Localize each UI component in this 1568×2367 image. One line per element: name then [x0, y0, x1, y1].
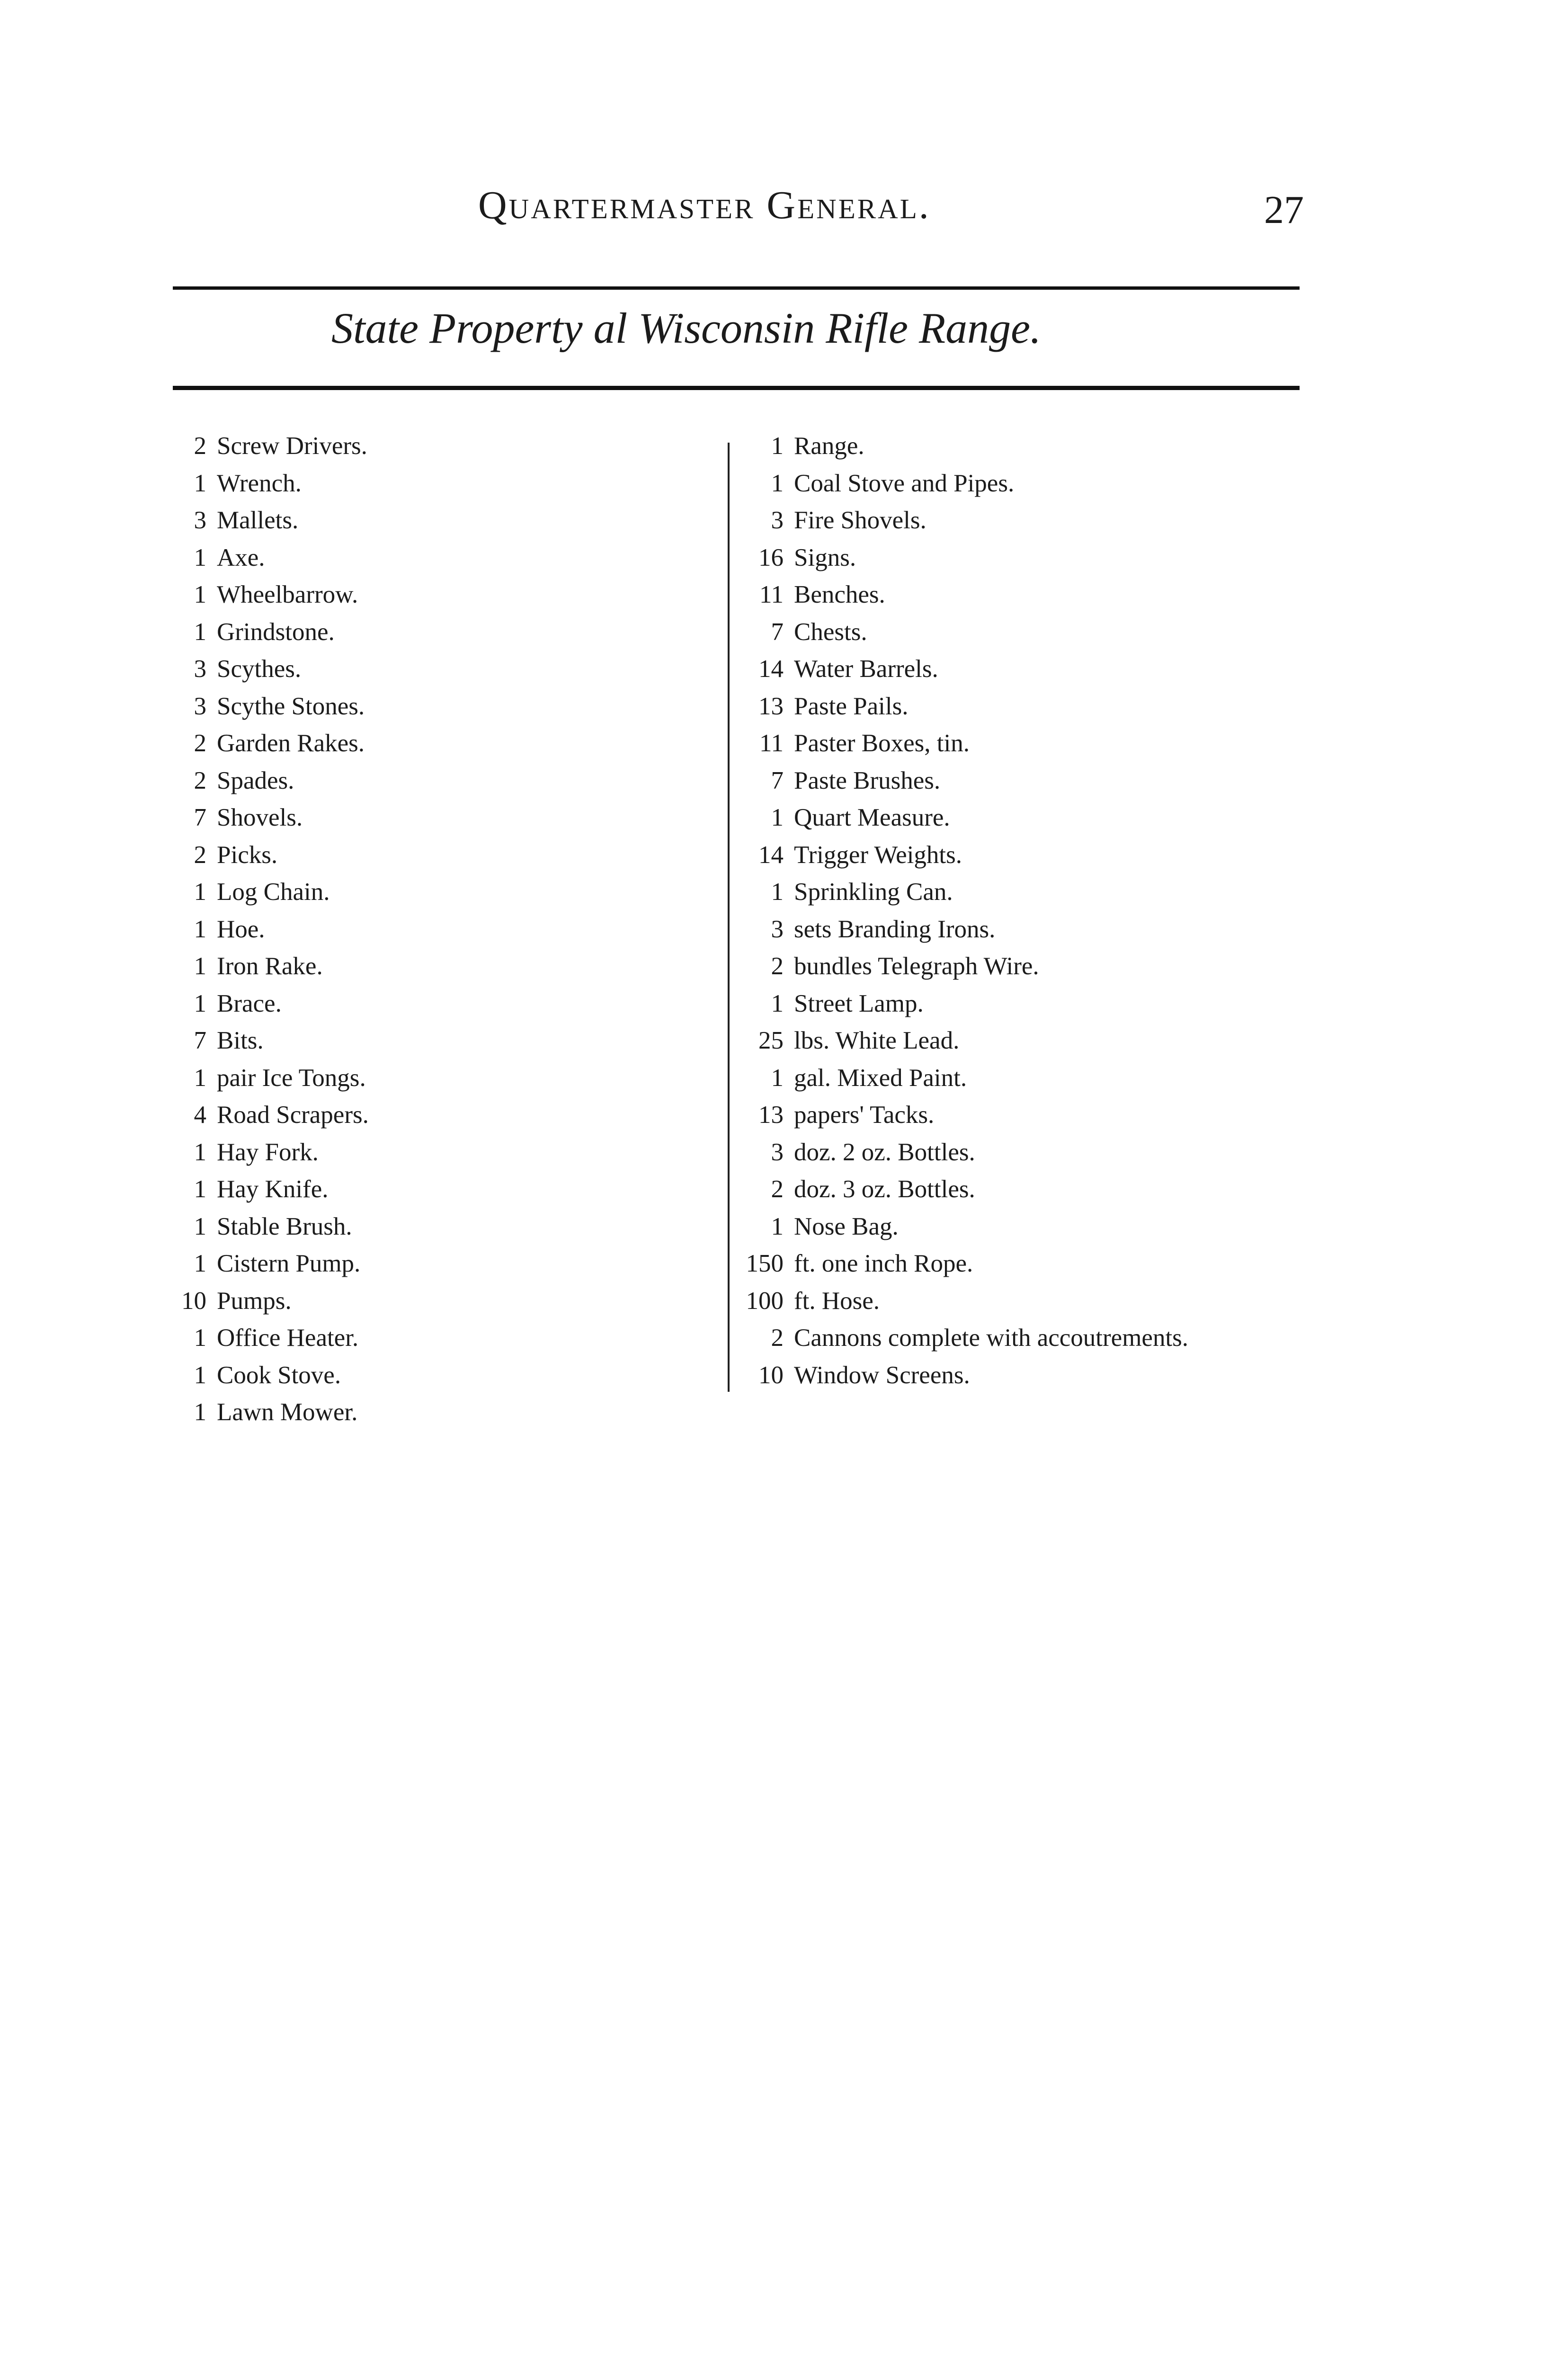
item-quantity: 1 — [194, 915, 206, 943]
item-quantity: 14 — [758, 655, 784, 683]
item-description: Wrench. — [217, 469, 302, 497]
item-description: bundles Telegraph Wire. — [794, 952, 1039, 980]
item-description: Pumps. — [217, 1287, 292, 1315]
item-description: Scythes. — [217, 655, 302, 683]
inventory-item — [746, 580, 1188, 618]
inventory-item — [175, 618, 369, 655]
inventory-item — [746, 655, 1188, 692]
item-quantity: 1 — [194, 1212, 206, 1240]
item-quantity: 4 — [194, 1101, 206, 1129]
item-description: Shovels. — [217, 804, 303, 831]
inventory-item — [175, 1138, 369, 1175]
section-title: State Property al Wisconsin Rifle Range. — [331, 304, 1041, 352]
item-description: Picks. — [217, 841, 278, 869]
item-description: Brace. — [217, 989, 282, 1017]
item-description: Iron Rake. — [217, 952, 323, 980]
page-number: 27 — [1264, 188, 1304, 232]
inventory-item — [746, 692, 1188, 730]
item-description: Garden Rakes. — [217, 730, 365, 757]
inventory-item — [175, 469, 369, 507]
inventory-item — [746, 1287, 1188, 1324]
column-divider — [728, 443, 730, 1392]
inventory-item — [746, 1064, 1188, 1101]
bottom-rule — [173, 386, 1300, 390]
item-description: Quart Measure. — [794, 804, 950, 831]
item-quantity: 1 — [194, 1138, 206, 1166]
item-description: Street Lamp. — [794, 989, 924, 1017]
item-quantity: 14 — [758, 841, 784, 869]
inventory-item — [746, 729, 1188, 766]
item-quantity: 2 — [194, 766, 206, 794]
item-quantity: 1 — [194, 543, 206, 571]
inventory-item — [175, 729, 369, 766]
item-quantity: 1 — [771, 804, 784, 831]
item-quantity: 3 — [194, 692, 206, 720]
item-quantity: 7 — [771, 766, 784, 794]
inventory-item — [746, 952, 1188, 989]
item-quantity: 1 — [194, 952, 206, 980]
item-description: papers' Tacks. — [794, 1101, 935, 1129]
running-head: Quartermaster General. — [478, 183, 931, 227]
item-quantity: 25 — [758, 1027, 784, 1054]
item-quantity: 7 — [194, 1027, 206, 1054]
inventory-item — [175, 655, 369, 692]
item-description: Mallets. — [217, 507, 299, 534]
item-quantity: 2 — [194, 841, 206, 869]
item-description: Screw Drivers. — [217, 432, 367, 460]
inventory-item — [175, 543, 369, 581]
item-description: Cook Stove. — [217, 1361, 341, 1389]
inventory-item — [175, 1212, 369, 1250]
item-description: Scythe Stones. — [217, 692, 365, 720]
item-description: Chests. — [794, 618, 867, 646]
inventory-item — [175, 878, 369, 915]
item-description: Hoe. — [217, 915, 265, 943]
item-description: doz. 3 oz. Bottles. — [794, 1175, 975, 1203]
item-quantity: 2 — [194, 730, 206, 757]
item-quantity: 16 — [758, 543, 784, 571]
item-quantity: 2 — [771, 1324, 784, 1352]
item-quantity: 7 — [194, 804, 206, 831]
inventory-item — [175, 432, 369, 469]
item-quantity: 10 — [758, 1361, 784, 1389]
item-description: pair Ice Tongs. — [217, 1064, 366, 1092]
item-description: Nose Bag. — [794, 1212, 899, 1240]
inventory-item — [175, 1064, 369, 1101]
right-inventory-column — [746, 432, 1188, 1398]
inventory-item — [175, 841, 369, 878]
inventory-item — [175, 692, 369, 730]
item-quantity: 1 — [194, 1398, 206, 1426]
item-description: Spades. — [217, 766, 294, 794]
item-quantity: 11 — [759, 581, 784, 608]
inventory-item — [746, 543, 1188, 581]
item-description: Trigger Weights. — [794, 841, 962, 869]
item-quantity: 3 — [194, 655, 206, 683]
inventory-item — [746, 1212, 1188, 1250]
item-quantity: 2 — [771, 1175, 784, 1203]
item-description: Stable Brush. — [217, 1212, 352, 1240]
item-description: Office Heater. — [217, 1324, 359, 1352]
item-quantity: 1 — [194, 469, 206, 497]
inventory-item — [746, 469, 1188, 507]
item-quantity: 1 — [194, 1324, 206, 1352]
inventory-item — [175, 1398, 369, 1435]
item-description: Water Barrels. — [794, 655, 938, 683]
inventory-item — [746, 841, 1188, 878]
item-description: ft. Hose. — [794, 1287, 880, 1315]
item-quantity: 3 — [771, 915, 784, 943]
item-quantity: 7 — [771, 618, 784, 646]
inventory-item — [746, 1361, 1188, 1398]
item-description: Cistern Pump. — [217, 1250, 361, 1277]
item-quantity: 1 — [771, 1064, 784, 1092]
item-quantity: 1 — [194, 1250, 206, 1277]
item-quantity: 1 — [771, 432, 784, 460]
item-quantity: 3 — [194, 507, 206, 534]
inventory-item — [746, 618, 1188, 655]
item-quantity: 1 — [194, 1361, 206, 1389]
item-quantity: 1 — [771, 469, 784, 497]
item-quantity: 13 — [758, 1101, 784, 1129]
item-quantity: 100 — [746, 1287, 784, 1315]
inventory-item — [175, 803, 369, 841]
inventory-item — [175, 1249, 369, 1287]
item-description: Paste Brushes. — [794, 766, 941, 794]
inventory-item — [746, 766, 1188, 804]
inventory-item — [746, 803, 1188, 841]
item-quantity: 10 — [181, 1287, 206, 1315]
item-quantity: 1 — [194, 989, 206, 1017]
item-description: lbs. White Lead. — [794, 1027, 960, 1054]
inventory-item — [746, 915, 1188, 952]
item-quantity: 1 — [194, 618, 206, 646]
item-description: Lawn Mower. — [217, 1398, 358, 1426]
inventory-item — [175, 1101, 369, 1138]
item-description: Paste Pails. — [794, 692, 909, 720]
item-description: Cannons complete with accoutrements. — [794, 1324, 1189, 1352]
inventory-item — [746, 432, 1188, 469]
item-quantity: 2 — [194, 432, 206, 460]
item-quantity: 1 — [194, 1064, 206, 1092]
item-description: Range. — [794, 432, 864, 460]
inventory-item — [175, 766, 369, 804]
inventory-item — [746, 1138, 1188, 1175]
inventory-item — [175, 952, 369, 989]
item-quantity: 1 — [194, 1175, 206, 1203]
inventory-item — [175, 1026, 369, 1064]
inventory-item — [746, 506, 1188, 543]
inventory-item — [746, 878, 1188, 915]
item-quantity: 1 — [194, 878, 206, 906]
inventory-item — [746, 1249, 1188, 1287]
item-description: Road Scrapers. — [217, 1101, 369, 1129]
item-description: Fire Shovels. — [794, 507, 927, 534]
item-description: Coal Stove and Pipes. — [794, 469, 1015, 497]
inventory-item — [175, 915, 369, 952]
inventory-item — [175, 1324, 369, 1361]
inventory-item — [175, 506, 369, 543]
inventory-item — [175, 1287, 369, 1324]
inventory-item — [175, 989, 369, 1027]
item-description: Axe. — [217, 543, 265, 571]
item-description: Paster Boxes, tin. — [794, 730, 970, 757]
item-description: Hay Knife. — [217, 1175, 329, 1203]
item-description: Wheelbarrow. — [217, 581, 358, 608]
inventory-item — [746, 1175, 1188, 1212]
inventory-item — [746, 1101, 1188, 1138]
item-description: gal. Mixed Paint. — [794, 1064, 967, 1092]
item-quantity: 13 — [758, 692, 784, 720]
inventory-item — [746, 989, 1188, 1027]
item-quantity: 150 — [746, 1250, 784, 1277]
item-description: Sprinkling Can. — [794, 878, 953, 906]
item-quantity: 1 — [194, 581, 206, 608]
inventory-item — [746, 1324, 1188, 1361]
item-quantity: 3 — [771, 507, 784, 534]
item-quantity: 1 — [771, 878, 784, 906]
top-rule — [173, 286, 1300, 290]
item-description: sets Branding Irons. — [794, 915, 996, 943]
item-description: ft. one inch Rope. — [794, 1250, 973, 1277]
inventory-item — [175, 1175, 369, 1212]
inventory-item — [175, 580, 369, 618]
left-inventory-column — [175, 432, 369, 1435]
inventory-item — [175, 1361, 369, 1398]
item-description: Signs. — [794, 543, 856, 571]
item-description: Log Chain. — [217, 878, 330, 906]
item-quantity: 1 — [771, 989, 784, 1017]
item-quantity: 11 — [759, 730, 784, 757]
item-description: doz. 2 oz. Bottles. — [794, 1138, 975, 1166]
item-description: Hay Fork. — [217, 1138, 319, 1166]
item-description: Window Screens. — [794, 1361, 970, 1389]
item-quantity: 1 — [771, 1212, 784, 1240]
inventory-item — [746, 1026, 1188, 1064]
item-description: Benches. — [794, 581, 885, 608]
item-quantity: 2 — [771, 952, 784, 980]
item-description: Bits. — [217, 1027, 264, 1054]
item-description: Grindstone. — [217, 618, 335, 646]
item-quantity: 3 — [771, 1138, 784, 1166]
